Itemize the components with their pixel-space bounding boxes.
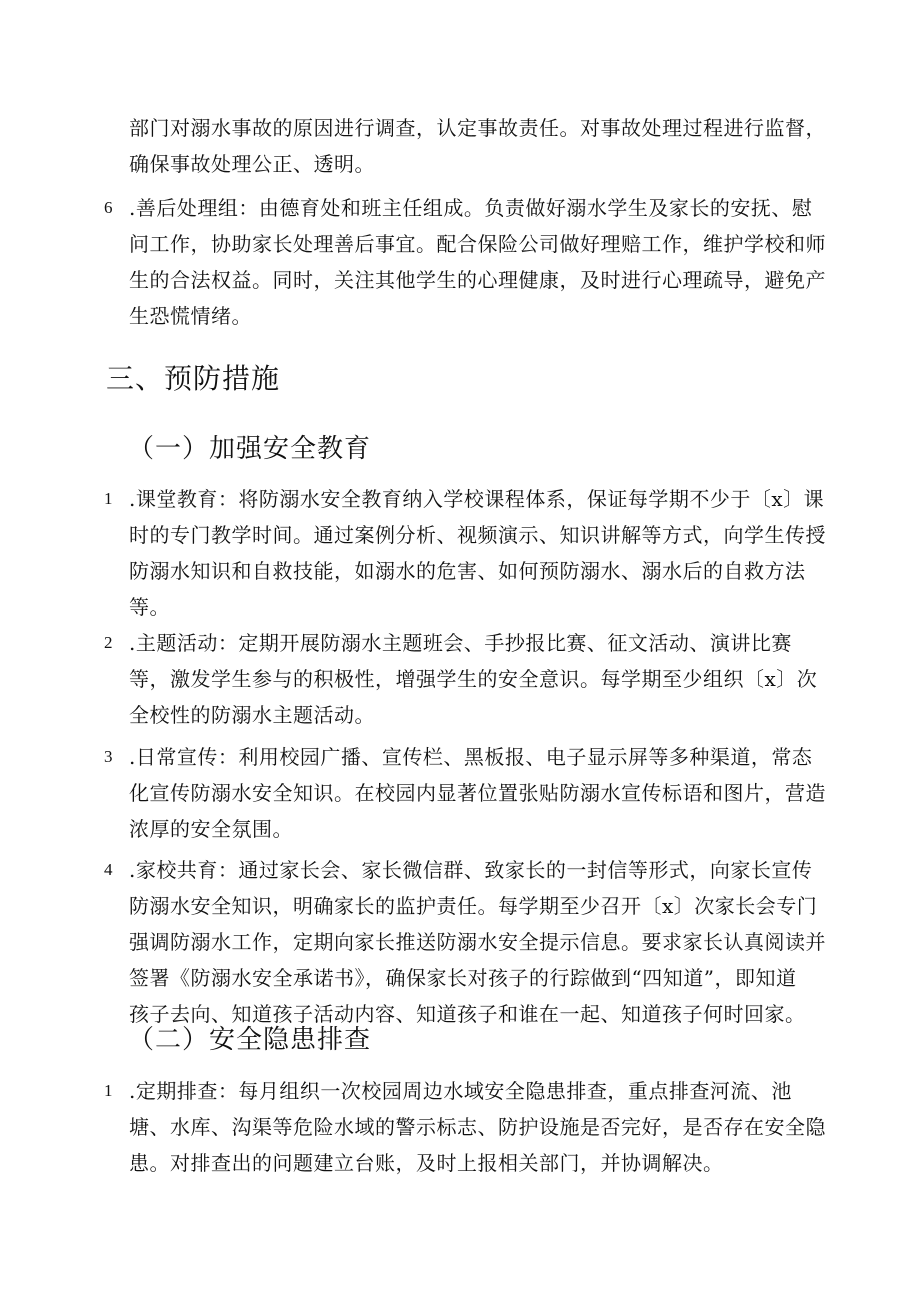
list-item-number: 6 xyxy=(104,198,113,217)
text-line: 化宣传防溺水安全知识。在校园内显著位置张贴防溺水宣传标语和图片，营造 xyxy=(129,781,826,805)
text-line: 生恐慌情绪。 xyxy=(129,304,252,328)
list-item-number: 1 xyxy=(104,1081,113,1100)
text-line: .善后处理组：由德育处和班主任组成。负责做好溺水学生及家长的安抚、慰 xyxy=(129,196,813,220)
text-line: 确保事故处理公正、透明。 xyxy=(129,152,375,176)
text-line: 防溺水知识和自救技能，如溺水的危害、如何预防溺水、溺水后的自救方法 xyxy=(129,559,806,583)
text-line: 塘、水库、沟渠等危险水域的警示标志、防护设施是否完好，是否存在安全隐 xyxy=(129,1115,826,1139)
list-item-number: 4 xyxy=(104,860,113,879)
section-heading: 三、预防措施 xyxy=(106,362,281,395)
text-line: .主题活动：定期开展防溺水主题班会、手抄报比赛、征文活动、演讲比赛 xyxy=(129,631,792,655)
text-line: 签署《防溺水安全承诺书》，确保家长对孩子的行踪做到“四知道”，即知道 xyxy=(129,966,797,990)
text-line: 强调防溺水工作，定期向家长推送防溺水安全提示信息。要求家长认真阅读并 xyxy=(129,930,826,954)
text-line: 时的专门教学时间。通过案例分析、视频演示、知识讲解等方式，向学生传授 xyxy=(129,523,826,547)
text-line: 浓厚的安全氛围。 xyxy=(129,817,293,841)
text-line: 孩子去向、知道孩子活动内容、知道孩子和谁在一起、知道孩子何时回家。 xyxy=(129,1002,806,1026)
list-item-number: 1 xyxy=(104,489,113,508)
text-line: 生的合法权益。同时，关注其他学生的心理健康，及时进行心理疏导，避免产 xyxy=(129,268,826,292)
text-line: 等。 xyxy=(129,595,170,619)
list-item-number: 3 xyxy=(104,747,113,766)
text-line: 问工作，协助家长处理善后事宜。配合保险公司做好理赔工作，维护学校和师 xyxy=(129,232,826,256)
text-line: .家校共育：通过家长会、家长微信群、致家长的一封信等形式，向家长宣传 xyxy=(129,858,813,882)
text-line: 等，激发学生参与的积极性，增强学生的安全意识。每学期至少组织〔x〕次 xyxy=(129,667,818,691)
subsection-heading: （一）加强安全教育 xyxy=(128,434,372,464)
subsection-heading: （二）安全隐患排查 xyxy=(128,1025,372,1055)
list-item-number: 2 xyxy=(104,633,113,652)
text-line: 全校性的防溺水主题活动。 xyxy=(129,703,375,727)
text-line: 部门对溺水事故的原因进行调查，认定事故责任。对事故处理过程进行监督， xyxy=(129,116,826,140)
text-line: .日常宣传：利用校园广播、宣传栏、黑板报、电子显示屏等多种渠道，常态 xyxy=(129,745,813,769)
text-line: 防溺水安全知识，明确家长的监护责任。每学期至少召开〔x〕次家长会专门 xyxy=(129,894,818,918)
text-line: .课堂教育：将防溺水安全教育纳入学校课程体系，保证每学期不少于〔x〕课 xyxy=(129,487,825,511)
text-line: 患。对排查出的问题建立台账，及时上报相关部门，并协调解决。 xyxy=(129,1151,724,1175)
text-line: .定期排查：每月组织一次校园周边水域安全隐患排查，重点排查河流、池 xyxy=(129,1079,792,1103)
